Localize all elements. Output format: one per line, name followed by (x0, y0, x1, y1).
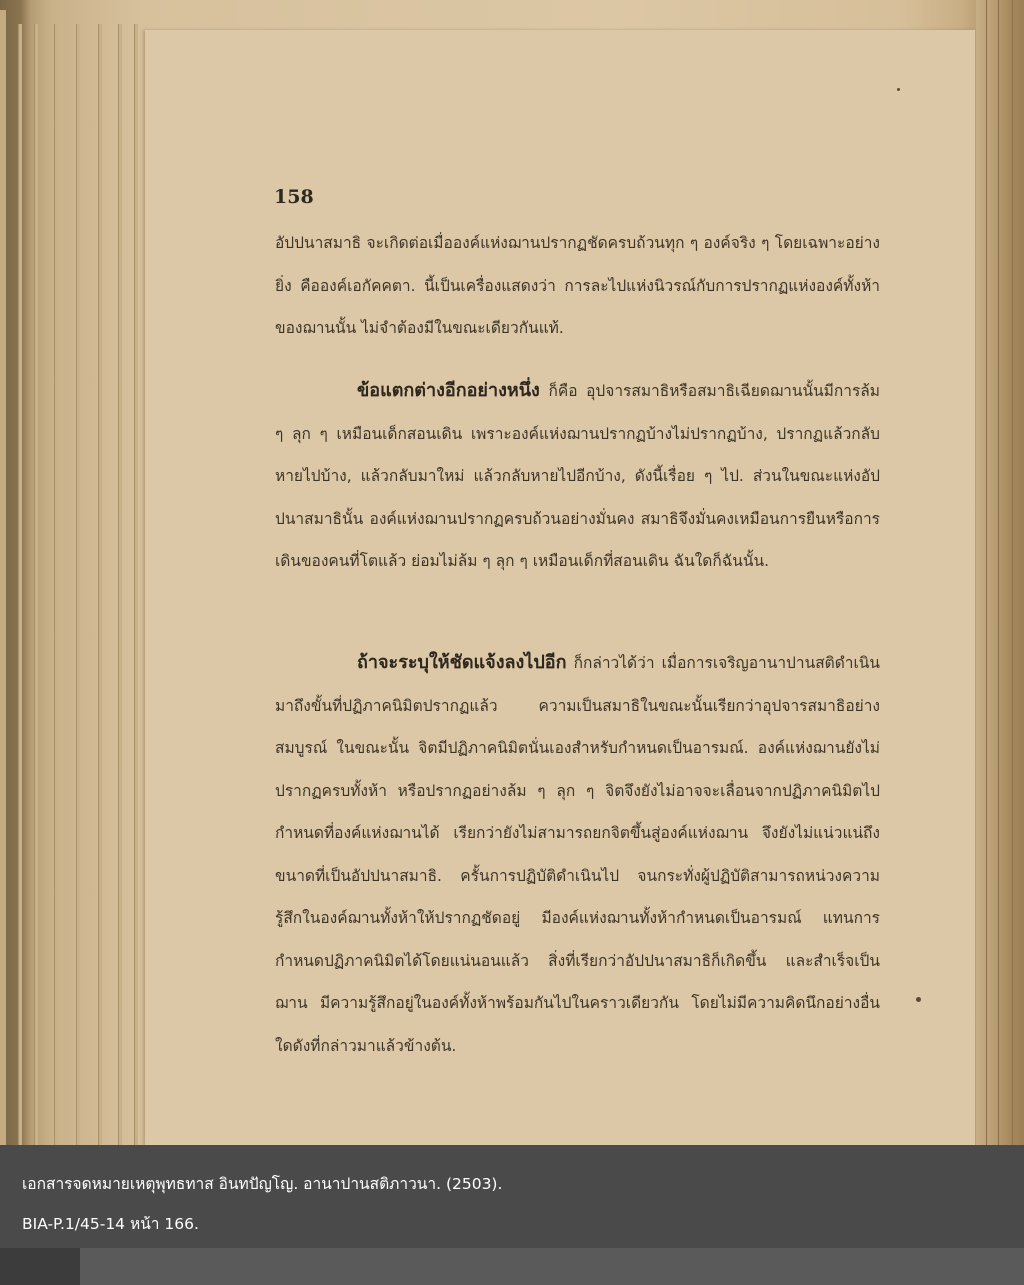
caption-reference: BIA-P.1/45-14 หน้า 166. (22, 1215, 199, 1233)
paragraph-1 (275, 222, 880, 350)
page-number: 158 (274, 186, 314, 208)
caption-bar (0, 1145, 1024, 1248)
caption-source: เอกสารจดหมายเหตุพุทธทาส อินทปัญโญ. อานาปานสติภาวนา. (2503). (22, 1175, 503, 1193)
paper-speck (916, 997, 921, 1002)
paragraph-text: ก็กล่าวได้ว่า เมื่อการเจริญอานาปานสติดำเนินมาถึงขั้นที่ปฏิภาคนิมิตปรากฏแล้ว ความเป็นสมาธิในขณะนั้นเรียกว่าอุปจารสมาธิอย่างสมบูรณ์ ในขณะนั้น จิตมีปฏิภาคนิมิตนั่นเองสำหรับกำหนดเป็นอารมณ์. องค์แห่งฌานยังไม่ปรากฏครบทั้งห้า หรือปรากฏอย่างล้ม ๆ ลุก ๆ จิตจึงยังไม่อาจจะเลื่อนจากปฏิภาคนิมิตไปกำหนดที่องค์แห่งฌานได้ เรียกว่ายังไม่สามารถยกจิตขึ้นสู่องค์แห่งฌาน จึงยังไม่แน่วแน่ถึงขนาดที่เป็นอัปปนาสมาธิ. ครั้นการปฏิบัติดำเนินไป จนกระทั่งผู้ปฏิบัติสามารถหน่วงความรู้สึกในองค์ฌานทั้งห้าให้ปรากฏชัดอยู่ มีองค์แห่งฌานทั้งห้ากำหนดเป็นอารมณ์ แทนการกำหนดปฏิภาคนิมิตได้โดยแน่นอนแล้ว สิ่งที่เรียกว่าอัปปนาสมาธิก็เกิดขึ้น และสำเร็จเป็นฌาน มีความรู้สึกอยู่ในองค์ทั้งห้าพร้อมกันไปในคราวเดียวกัน โดยไม่มีความคิดนึกอย่างอื่นใดดังที่กล่าวมาแล้วข้างต้น. (275, 654, 880, 1055)
paragraph-text: อัปปนาสมาธิ จะเกิดต่อเมื่อองค์แห่งฌานปรากฏชัดครบถ้วนทุก ๆ องค์จริง ๆ โดยเฉพาะอย่างยิ่ง คือองค์เอกัคคตา. นี้เป็นเครื่องแสดงว่า การละไปแห่งนิวรณ์กับการปรากฏแห่งองค์ทั้งห้าของฌานนั้น ไม่จำต้องมีในขณะเดียวกันแท้. (275, 234, 880, 337)
bottom-strip-panel (80, 1248, 1024, 1285)
page-edge (54, 24, 58, 1145)
book-gutter (976, 0, 1024, 1145)
bottom-strip (0, 1248, 1024, 1285)
gutter-line (1012, 0, 1013, 1145)
page-edge (76, 24, 80, 1145)
page-edge (98, 24, 102, 1145)
paragraph-text: ก็คือ อุปจารสมาธิหรือสมาธิเฉียดฌานนั้นมีการล้ม ๆ ลุก ๆ เหมือนเด็กสอนเดิน เพราะองค์แห่งฌานปรากฏบ้างไม่ปรากฏบ้าง, ปรากฏแล้วกลับหายไปบ้าง, แล้วกลับมาใหม่ แล้วกลับหายไปอีกบ้าง, ดังนี้เรื่อย ๆ ไป. ส่วนในขณะแห่งอัปปนาสมาธินั้น องค์แห่งฌานปรากฏครบถ้วนอย่างมั่นคง สมาธิจึงมั่นคงเหมือนการยืนหรือการเดินของคนที่โตแล้ว ย่อมไม่ล้ม ๆ ลุก ๆ เหมือนเด็กที่สอนเดิน ฉันใดก็ฉันนั้น. (275, 382, 880, 570)
paragraph-3 (275, 642, 880, 1067)
page-edge (134, 24, 138, 1145)
gutter-line (986, 0, 987, 1145)
paragraph-lead: ถ้าจะระบุให้ชัดแจ้งลงไปอีก (357, 652, 567, 673)
paragraph-lead: ข้อแตกต่างอีกอย่างหนึ่ง (357, 380, 540, 401)
paragraph-2 (275, 370, 880, 583)
gutter-line (998, 0, 999, 1145)
paper-speck (897, 88, 900, 91)
page-edge (18, 24, 22, 1145)
page-edge (118, 24, 122, 1145)
page-edge (34, 24, 38, 1145)
